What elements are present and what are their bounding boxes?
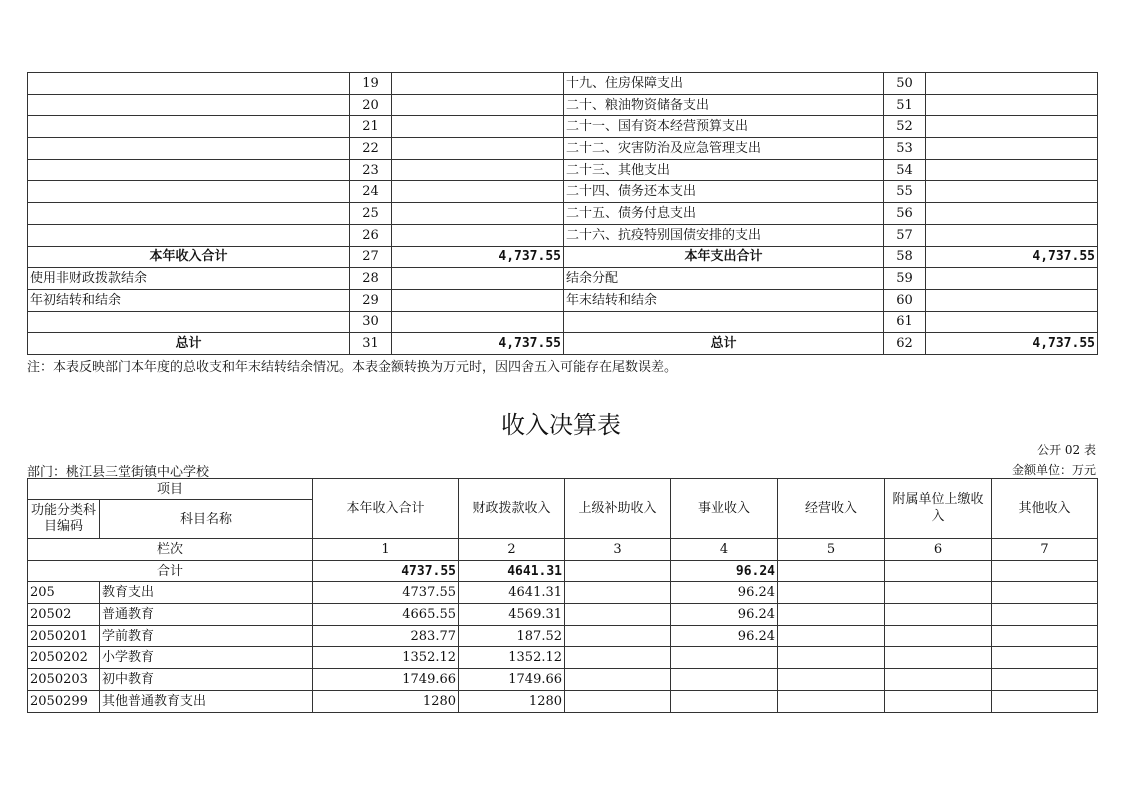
header-business: 事业收入	[671, 479, 778, 539]
expense-item-label: 年末结转和结余	[564, 289, 884, 311]
summary-row	[28, 138, 1098, 160]
total-row	[28, 560, 1098, 582]
cell-other	[992, 690, 1098, 712]
expense-item-label: 二十四、债务还本支出	[564, 181, 884, 203]
income-amount	[392, 73, 564, 95]
income-row-number: 28	[350, 268, 392, 290]
cell-fiscal: 4569.31	[459, 604, 565, 626]
expense-amount	[926, 224, 1098, 246]
column-number: 4	[671, 539, 778, 561]
cell-business: 96.24	[671, 625, 778, 647]
cell-superior	[565, 604, 671, 626]
department-label: 部门：桃江县三堂街镇中心学校	[27, 465, 210, 480]
income-item-label: 使用非财政拨款结余	[28, 268, 350, 290]
income-amount	[392, 138, 564, 160]
cell-operating	[778, 669, 885, 691]
cell-total: 4665.55	[313, 604, 459, 626]
income-row-number: 19	[350, 73, 392, 95]
cell-business	[671, 669, 778, 691]
expense-amount	[926, 289, 1098, 311]
cell-other	[992, 604, 1098, 626]
income-amount	[392, 203, 564, 225]
cell-operating	[778, 604, 885, 626]
column-number: 3	[565, 539, 671, 561]
cell-other	[992, 669, 1098, 691]
income-amount	[392, 268, 564, 290]
expense-item-label: 二十一、国有资本经营预算支出	[564, 116, 884, 138]
expense-row-number: 59	[884, 268, 926, 290]
cell-business	[671, 647, 778, 669]
page-title: 收入决算表	[501, 411, 621, 439]
expense-amount	[926, 159, 1098, 181]
header-name: 科目名称	[100, 500, 313, 539]
summary-row	[28, 116, 1098, 138]
income-final-accounts-table	[27, 478, 1098, 713]
total-label: 合计	[28, 560, 313, 582]
summary-row	[28, 159, 1098, 181]
subject-name: 普通教育	[100, 604, 313, 626]
cell-fiscal: 4641.31	[459, 582, 565, 604]
cell-affiliated	[885, 582, 992, 604]
cell-fiscal: 187.52	[459, 625, 565, 647]
cell-affiliated	[885, 669, 992, 691]
expense-amount	[926, 138, 1098, 160]
expense-row-number: 53	[884, 138, 926, 160]
subject-code: 2050203	[28, 669, 100, 691]
column-number: 6	[885, 539, 992, 561]
cell-total: 1749.66	[313, 669, 459, 691]
income-amount	[392, 311, 564, 333]
cell-superior	[565, 582, 671, 604]
header-fiscal: 财政拨款收入	[459, 479, 565, 539]
income-row-number: 21	[350, 116, 392, 138]
cell-business: 96.24	[671, 582, 778, 604]
income-item-label	[28, 224, 350, 246]
cell-fiscal: 1352.12	[459, 647, 565, 669]
header-other: 其他收入	[992, 479, 1098, 539]
subject-name: 小学教育	[100, 647, 313, 669]
income-amount	[392, 224, 564, 246]
subject-code: 20502	[28, 604, 100, 626]
table-note: 注：本表反映部门本年度的总收支和年末结转结余情况。本表金额转换为万元时，因四舍五入可能存在尾数误差。	[27, 360, 678, 375]
summary-row	[28, 333, 1098, 355]
expense-amount	[926, 311, 1098, 333]
income-item-label	[28, 138, 350, 160]
expense-item-label: 二十六、抗疫特别国债安排的支出	[564, 224, 884, 246]
income-amount: 4,737.55	[392, 333, 564, 355]
cell-operating	[778, 690, 885, 712]
income-item-label	[28, 116, 350, 138]
income-amount	[392, 181, 564, 203]
expense-amount	[926, 203, 1098, 225]
cell-operating	[778, 647, 885, 669]
expense-amount: 4,737.55	[926, 333, 1098, 355]
expense-amount	[926, 181, 1098, 203]
cell-total: 4737.55	[313, 582, 459, 604]
income-row-number: 23	[350, 159, 392, 181]
expense-row-number: 54	[884, 159, 926, 181]
expense-row-number: 55	[884, 181, 926, 203]
expense-item-label: 总计	[564, 333, 884, 355]
cell-total: 283.77	[313, 625, 459, 647]
income-item-label: 本年收入合计	[28, 246, 350, 268]
table-row	[28, 625, 1098, 647]
income-item-label	[28, 203, 350, 225]
subject-name: 教育支出	[100, 582, 313, 604]
income-row-number: 30	[350, 311, 392, 333]
subject-code: 2050202	[28, 647, 100, 669]
expense-row-number: 58	[884, 246, 926, 268]
income-expense-summary-table	[27, 72, 1098, 355]
expense-item-label: 二十三、其他支出	[564, 159, 884, 181]
income-row-number: 22	[350, 138, 392, 160]
cell-total: 1352.12	[313, 647, 459, 669]
cell-affiliated	[885, 604, 992, 626]
header-item: 项目	[28, 479, 313, 500]
income-item-label	[28, 159, 350, 181]
total-cell-business: 96.24	[671, 560, 778, 582]
income-row-number: 31	[350, 333, 392, 355]
expense-item-label: 十九、住房保障支出	[564, 73, 884, 95]
column-number: 5	[778, 539, 885, 561]
column-number: 2	[459, 539, 565, 561]
income-row-number: 25	[350, 203, 392, 225]
total-cell-operating	[778, 560, 885, 582]
income-row-number: 27	[350, 246, 392, 268]
total-cell-fiscal: 4641.31	[459, 560, 565, 582]
cell-other	[992, 582, 1098, 604]
form-code: 公开 02 表	[1037, 443, 1096, 457]
cell-other	[992, 625, 1098, 647]
cell-fiscal: 1749.66	[459, 669, 565, 691]
expense-item-label	[564, 311, 884, 333]
cell-affiliated	[885, 690, 992, 712]
subject-code: 2050201	[28, 625, 100, 647]
income-row-number: 26	[350, 224, 392, 246]
cell-business: 96.24	[671, 604, 778, 626]
subject-code: 2050299	[28, 690, 100, 712]
column-number: 7	[992, 539, 1098, 561]
cell-operating	[778, 582, 885, 604]
expense-row-number: 50	[884, 73, 926, 95]
cell-superior	[565, 647, 671, 669]
total-cell-total: 4737.55	[313, 560, 459, 582]
cell-other	[992, 647, 1098, 669]
table-row	[28, 647, 1098, 669]
table-row	[28, 690, 1098, 712]
income-item-label	[28, 181, 350, 203]
cell-superior	[565, 669, 671, 691]
summary-row	[28, 73, 1098, 95]
expense-item-label: 本年支出合计	[564, 246, 884, 268]
table-row	[28, 669, 1098, 691]
income-amount	[392, 116, 564, 138]
expense-row-number: 51	[884, 94, 926, 116]
expense-row-number: 56	[884, 203, 926, 225]
income-item-label	[28, 311, 350, 333]
expense-row-number: 52	[884, 116, 926, 138]
table-row	[28, 604, 1098, 626]
header-affiliated: 附属单位上缴收入	[885, 479, 992, 539]
cell-affiliated	[885, 647, 992, 669]
expense-item-label: 二十五、债务付息支出	[564, 203, 884, 225]
expense-amount	[926, 116, 1098, 138]
table-row	[28, 582, 1098, 604]
header-operating: 经营收入	[778, 479, 885, 539]
expense-item-label: 结余分配	[564, 268, 884, 290]
expense-row-number: 61	[884, 311, 926, 333]
income-row-number: 29	[350, 289, 392, 311]
subject-code: 205	[28, 582, 100, 604]
income-amount: 4,737.55	[392, 246, 564, 268]
subject-name: 初中教育	[100, 669, 313, 691]
summary-row	[28, 224, 1098, 246]
expense-amount	[926, 94, 1098, 116]
total-cell-affiliated	[885, 560, 992, 582]
income-item-label	[28, 73, 350, 95]
header-column-index: 栏次	[28, 539, 313, 561]
income-row-number: 24	[350, 181, 392, 203]
summary-row	[28, 268, 1098, 290]
summary-row	[28, 289, 1098, 311]
income-amount	[392, 159, 564, 181]
column-number: 1	[313, 539, 459, 561]
summary-row	[28, 181, 1098, 203]
expense-amount: 4,737.55	[926, 246, 1098, 268]
expense-item-label: 二十二、灾害防治及应急管理支出	[564, 138, 884, 160]
cell-total: 1280	[313, 690, 459, 712]
cell-superior	[565, 690, 671, 712]
cell-superior	[565, 625, 671, 647]
header-superior: 上级补助收入	[565, 479, 671, 539]
income-amount	[392, 289, 564, 311]
expense-amount	[926, 268, 1098, 290]
summary-row	[28, 246, 1098, 268]
unit-label: 金额单位：万元	[1011, 463, 1096, 477]
total-cell-superior	[565, 560, 671, 582]
cell-operating	[778, 625, 885, 647]
expense-row-number: 57	[884, 224, 926, 246]
total-cell-other	[992, 560, 1098, 582]
cell-affiliated	[885, 625, 992, 647]
income-item-label: 总计	[28, 333, 350, 355]
header-code: 功能分类科目编码	[28, 500, 100, 539]
cell-fiscal: 1280	[459, 690, 565, 712]
income-amount	[392, 94, 564, 116]
subject-name: 其他普通教育支出	[100, 690, 313, 712]
cell-business	[671, 690, 778, 712]
header-total: 本年收入合计	[313, 479, 459, 539]
expense-amount	[926, 73, 1098, 95]
summary-row	[28, 203, 1098, 225]
income-item-label	[28, 94, 350, 116]
summary-row	[28, 94, 1098, 116]
income-item-label: 年初结转和结余	[28, 289, 350, 311]
expense-row-number: 62	[884, 333, 926, 355]
expense-item-label: 二十、粮油物资储备支出	[564, 94, 884, 116]
expense-row-number: 60	[884, 289, 926, 311]
subject-name: 学前教育	[100, 625, 313, 647]
income-row-number: 20	[350, 94, 392, 116]
summary-row	[28, 311, 1098, 333]
